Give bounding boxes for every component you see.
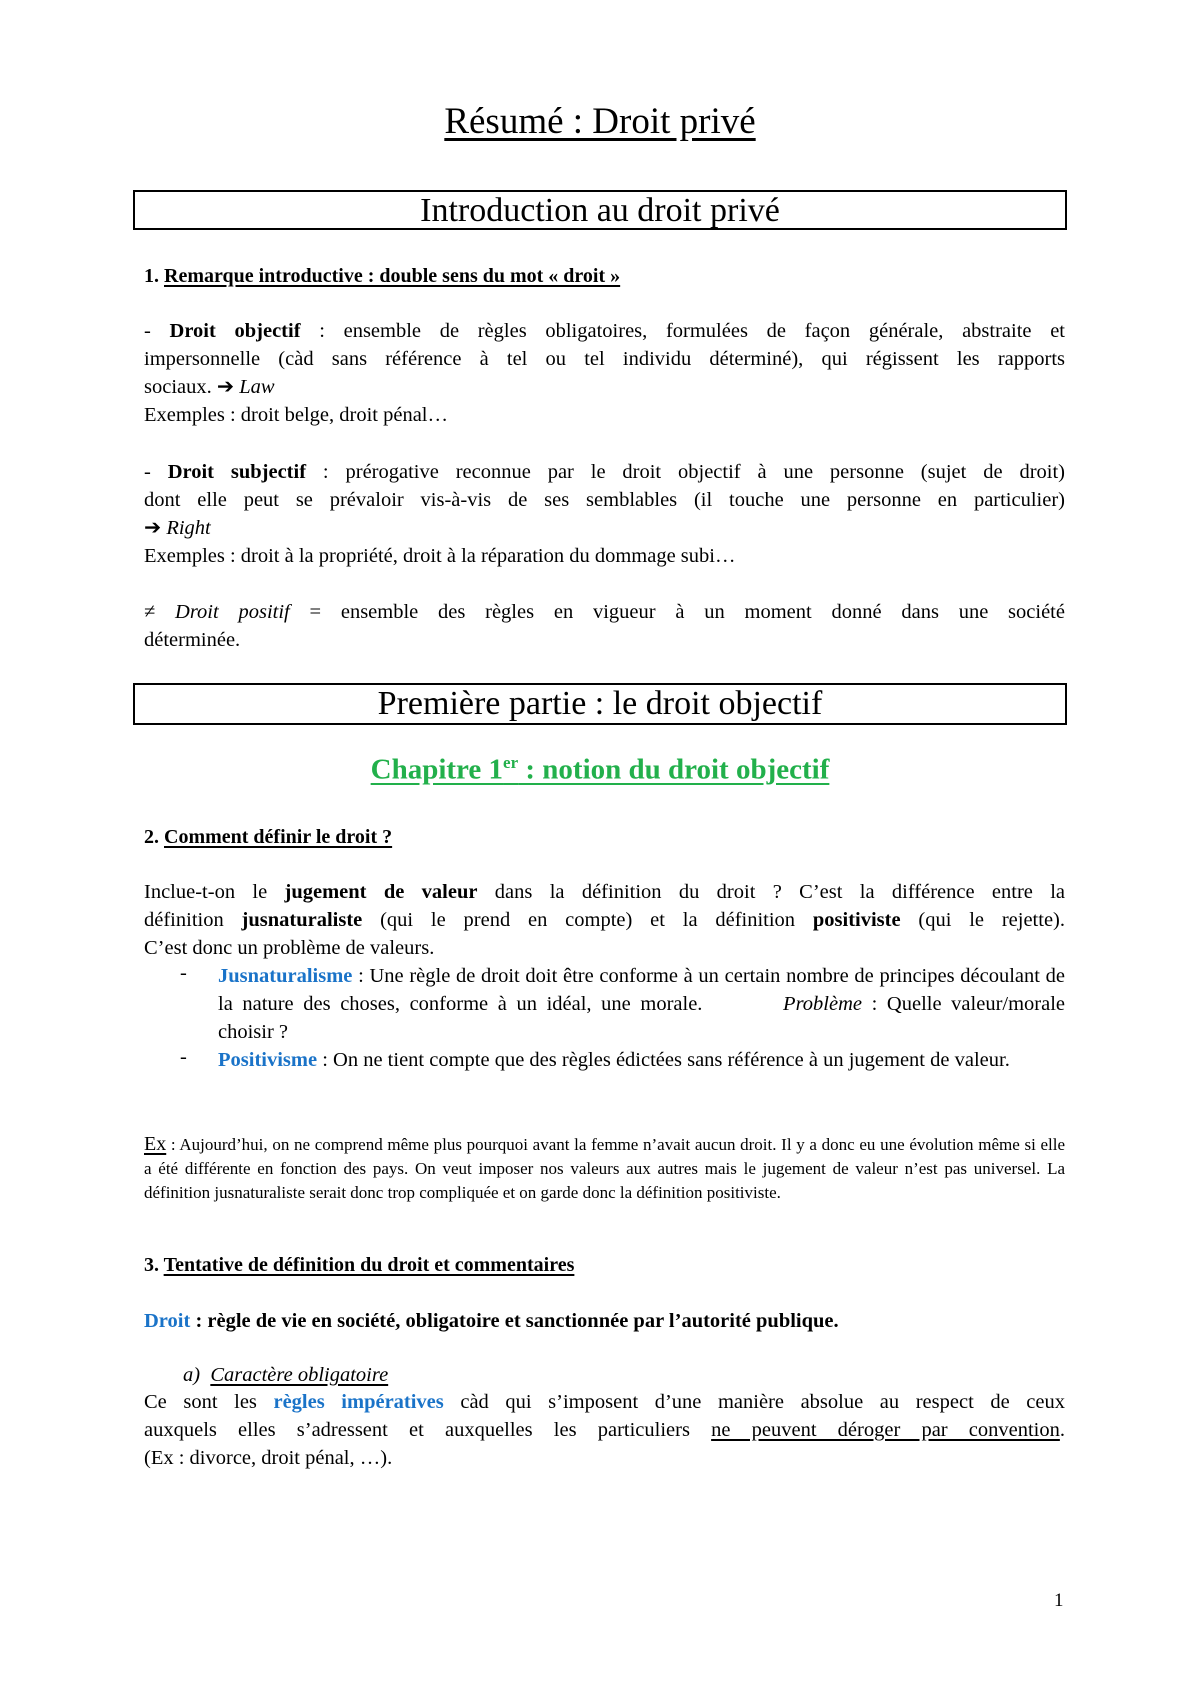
term-droit-subjectif: Droit subjectif (167, 461, 307, 483)
term-jugement-de-valeur: jugement de valeur (284, 881, 478, 903)
document-title: Résumé : Droit privé (444, 101, 756, 142)
term-regles-imperatives: règles impératives (273, 1391, 444, 1413)
text: Inclue-t-on le (144, 881, 285, 903)
term-law: Law (234, 376, 275, 398)
text: dans la définition du droit ? C’est la différence entre la (477, 881, 1065, 903)
example-paragraph (144, 1132, 1065, 1205)
text-line: sociaux. (144, 376, 217, 398)
subheading-title: Caractère obligatoire (210, 1364, 389, 1386)
text: : On ne tient compte que des règles édictées sans référence à un jugement (317, 1049, 926, 1071)
text: (qui le prend en compte) et la définition (362, 909, 813, 931)
section-box-introduction: Introduction au droit privé (133, 190, 1067, 230)
section-box-premiere-partie: Première partie : le droit objectif (133, 683, 1067, 725)
examples-objectif: Exemples : droit belge, droit pénal… (144, 404, 449, 426)
dash: - (144, 320, 170, 342)
text: (qui le rejette). (900, 909, 1065, 931)
chapter-title-text: : notion du droit objectif (518, 753, 830, 786)
text-line: dont elle peut se prévaloir vis-à-vis de ses semblables (il touche une personne en particulier) (144, 489, 1065, 511)
text-line: déterminée. (144, 629, 241, 651)
text-line: évolution même si elle a été différente en fonction des pays. On veut imposer nos valeurs aux autres mais le (144, 1135, 1066, 1178)
text: Ce sont les (144, 1391, 274, 1413)
heading-2-number: 2. (144, 826, 159, 848)
heading-1 (144, 265, 620, 288)
bullet-dash: - (180, 1046, 187, 1068)
term-right: Right (161, 517, 211, 539)
paragraph-droit-objectif (144, 317, 1065, 429)
subheading-letter: a) (183, 1364, 201, 1386)
term-probleme: Problème (783, 993, 862, 1015)
term-jusnaturalisme: Jusnaturalisme (218, 965, 353, 987)
heading-1-number: 1. (144, 265, 159, 287)
chapter-title (0, 753, 1200, 787)
arrow-icon: ➔ (216, 376, 235, 398)
heading-3-title: Tentative de définition du droit et commentaires (163, 1254, 575, 1276)
text-line: de valeur. (930, 1049, 1010, 1071)
paragraph-droit-positif (144, 598, 1065, 654)
text: càd qui s’imposent d’une manière absolue au respect de ceux (443, 1391, 1065, 1413)
text: : Quelle valeur/morale choisir ? (218, 993, 1066, 1043)
term-jusnaturaliste: jusnaturaliste (241, 909, 363, 931)
chapter-superscript: er (503, 753, 519, 772)
heading-2-title: Comment définir le droit ? (164, 826, 393, 848)
text: : Une règle de droit doit être conforme à un certain nombre de (352, 965, 874, 987)
not-equal-sign: ≠ (144, 601, 176, 623)
bullet-positivisme (218, 1046, 1065, 1074)
subheading-a (183, 1361, 783, 1389)
paragraph-droit-subjectif (144, 458, 1065, 570)
text: auxquels elles s’adressent et auxquelles les particuliers (144, 1419, 712, 1441)
text: définition (144, 909, 242, 931)
text-line: impersonnelle (càd sans référence à tel ou tel individu déterminé), qui régissent les rapports (144, 348, 1065, 370)
term-positivisme: Positivisme (218, 1049, 318, 1071)
text-line: : prérogative reconnue par le droit objectif à une personne (sujet de droit) (306, 461, 1065, 483)
heading-3 (144, 1254, 574, 1277)
chapter-title-text: Chapitre 1 (370, 753, 504, 786)
dash: - (144, 461, 168, 483)
heading-1-title: Remarque introductive : double sens du mot « droit » (164, 265, 621, 287)
paragraph-regles-imperatives (144, 1388, 1065, 1472)
term-positiviste: positiviste (812, 909, 901, 931)
arrow-icon: ➔ (144, 517, 162, 539)
text-line: jugement de valeur n’est pas universel. (762, 1159, 1041, 1178)
text: : Aujourd’hui, on ne comprend même plus pourquoi avant la femme n’avait aucun droit. Il y a donc eu une (166, 1135, 905, 1154)
definition-droit (144, 1307, 1065, 1335)
heading-2 (144, 826, 392, 849)
term-droit-positif: Droit positif (175, 601, 290, 623)
text-line: = ensemble des règles en vigueur à un moment donné dans une société (289, 601, 1065, 623)
text-line: C’est donc un problème de valeurs. (144, 937, 435, 959)
text-line: (Ex : divorce, droit pénal, …). (144, 1447, 393, 1469)
definition-text: : règle de vie en société, obligatoire et sanctionnée par l’autorité publique. (190, 1310, 839, 1332)
example-label: Ex (144, 1133, 167, 1155)
bullet-jusnaturalisme (218, 962, 1065, 1046)
bullet-dash: - (180, 962, 187, 984)
paragraph-definition-question (144, 878, 1065, 962)
term-droit-objectif: Droit objectif (169, 320, 301, 342)
examples-subjectif: Exemples : droit à la propriété, droit à la réparation du dommage subi… (144, 545, 736, 567)
underlined-text: ne peuvent déroger par convention (711, 1419, 1060, 1441)
text-line: principes découlant de la nature des choses, conforme à un idéal, une morale. (218, 965, 1065, 1015)
text: . (1059, 1419, 1065, 1441)
text-line: : ensemble de règles obligatoires, formulées de façon générale, abstraite et (300, 320, 1065, 342)
term-droit: Droit (144, 1310, 191, 1332)
page-number: 1 (1054, 1590, 1064, 1611)
text-line: La définition jusnaturaliste serait donc trop compliquée et on garde donc la définition positiviste. (144, 1159, 1066, 1202)
heading-3-number: 3. (144, 1254, 159, 1276)
